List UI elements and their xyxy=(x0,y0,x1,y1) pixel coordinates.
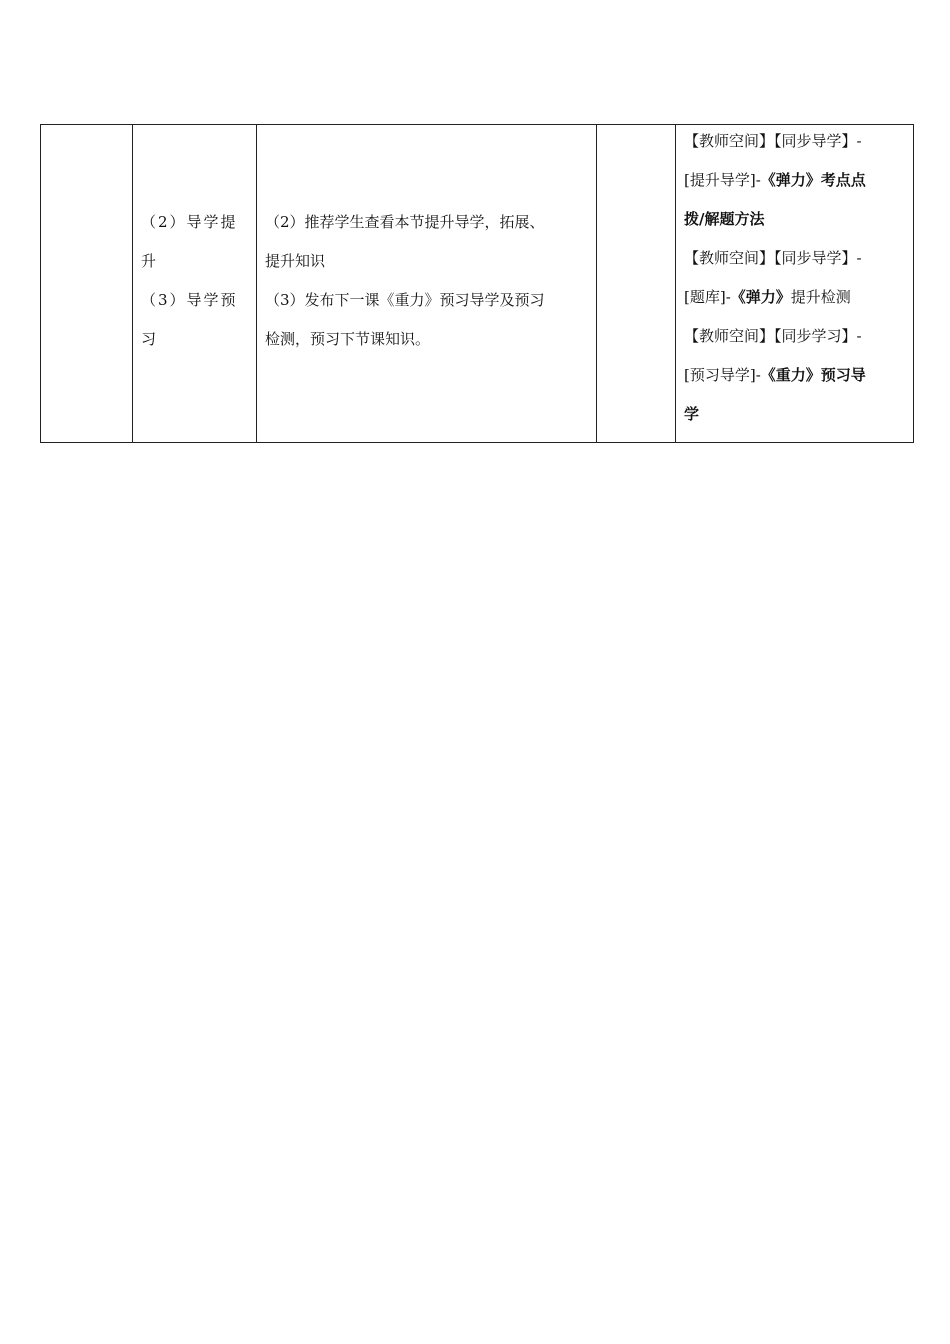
resource-path-line xyxy=(684,161,909,200)
actions-cell xyxy=(257,125,597,443)
resource-title: 学 xyxy=(684,405,700,423)
resource-title: 《重力》预习导 xyxy=(760,366,866,384)
resource-title-line xyxy=(684,200,909,239)
resource-title: 《弹力》 xyxy=(730,288,791,306)
steps-text xyxy=(141,203,250,359)
action-line: 检测，预习下节课知识。 xyxy=(265,330,431,348)
action-line: 提升知识 xyxy=(265,252,326,270)
resource-path: 【教师空间】【同步学习】- xyxy=(684,327,862,345)
resource-title-line xyxy=(684,395,909,434)
resource-path: [预习导学]- xyxy=(684,366,761,384)
empty-cell-middle xyxy=(597,125,676,443)
step-line: （3）导学预 xyxy=(141,291,238,309)
resource-path-line xyxy=(684,356,909,395)
lesson-plan-table xyxy=(40,124,914,443)
resource-path-line xyxy=(684,317,909,356)
resource-path: 【教师空间】【同步导学】- xyxy=(684,132,862,150)
step-line: 升 xyxy=(141,252,159,270)
resource-path: 【教师空间】【同步导学】- xyxy=(684,249,862,267)
resource-path-line xyxy=(684,278,909,317)
resources-cell xyxy=(676,125,914,443)
actions-text xyxy=(265,203,588,359)
step-line: （2）导学提 xyxy=(141,213,238,231)
steps-cell xyxy=(133,125,257,443)
empty-cell-left xyxy=(41,125,133,443)
resource-title: 《弹力》考点点 xyxy=(760,171,866,189)
resource-path: [提升导学]- xyxy=(684,171,761,189)
resources-text xyxy=(684,122,909,434)
action-line: （3）发布下一课《重力》预习导学及预习 xyxy=(265,291,545,309)
resource-title: 拨/解题方法 xyxy=(684,210,765,228)
resource-path-line xyxy=(684,239,909,278)
resource-path: 提升检测 xyxy=(790,288,851,306)
action-line: （2）推荐学生查看本节提升导学，拓展、 xyxy=(265,213,545,231)
resource-path: [题库]- xyxy=(684,288,731,306)
resource-path-line xyxy=(684,122,909,161)
table-row xyxy=(41,125,914,443)
step-line: 习 xyxy=(141,330,159,348)
